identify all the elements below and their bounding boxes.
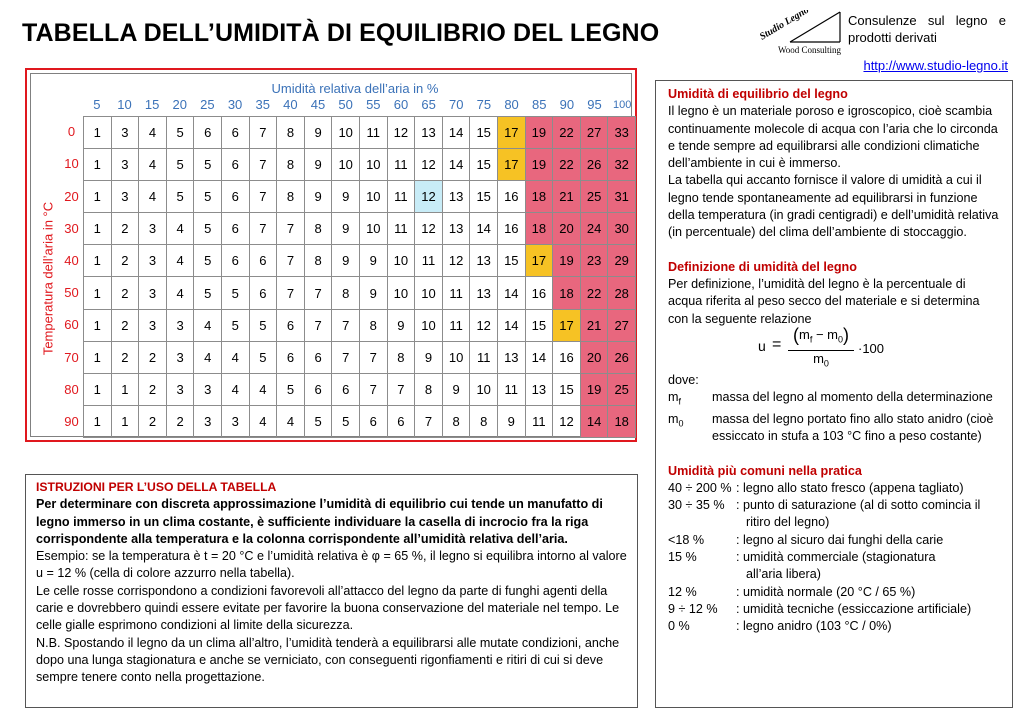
table-cell: 8	[277, 117, 305, 149]
table-cell: 8	[360, 310, 388, 342]
table-cell: 4	[167, 245, 195, 277]
column-header-30: 30	[227, 97, 243, 112]
info-panel	[655, 80, 1013, 708]
table-cell: 5	[194, 277, 222, 309]
formula-multiplier: ·100	[858, 340, 885, 356]
table-cell: 16	[498, 181, 526, 213]
table-cell: 1	[84, 149, 112, 181]
table-cell: 13	[470, 245, 498, 277]
table-cell: 7	[250, 149, 278, 181]
table-cell: 33	[608, 117, 636, 149]
table-cell: 4	[222, 342, 250, 374]
table-cell: 15	[470, 149, 498, 181]
relative-humidity-header: Umidità relativa dell’aria in %	[271, 81, 439, 96]
table-cell: 6	[222, 181, 250, 213]
table-cell: 3	[139, 213, 167, 245]
table-cell: 20	[553, 213, 581, 245]
table-cell: 29	[608, 245, 636, 277]
table-cell: 14	[498, 277, 526, 309]
table-cell: 4	[250, 374, 278, 406]
info-heading-definition: Definizione di umidità del legno	[668, 259, 857, 274]
table-cell: 14	[498, 310, 526, 342]
column-header-50: 50	[338, 97, 353, 112]
table-cell: 9	[498, 406, 526, 438]
table-cell: 19	[553, 245, 581, 277]
table-cell: 26	[608, 342, 636, 374]
definition-mf: $m_f$ massa del legno al momento della determinazione	[668, 390, 993, 407]
table-cell: 30	[608, 213, 636, 245]
common-value-item: 0 % : legno anidro (103 °C / 0%)	[668, 619, 892, 634]
table-cell: 10	[388, 245, 416, 277]
table-cell: 12	[553, 406, 581, 438]
table-cell: 2	[167, 406, 195, 438]
studio-legno-logo	[760, 10, 844, 58]
company-tagline: Consulenze sul legno e prodotti derivati	[848, 13, 1006, 45]
common-values-list	[668, 480, 1002, 636]
table-cell: 15	[470, 117, 498, 149]
table-cell: 9	[332, 181, 360, 213]
table-cell: 13	[443, 213, 471, 245]
table-cell: 11	[470, 342, 498, 374]
table-cell: 7	[250, 117, 278, 149]
table-cell: 6	[194, 117, 222, 149]
table-cell: 3	[112, 149, 140, 181]
table-cell: 10	[415, 310, 443, 342]
table-cell: 14	[470, 213, 498, 245]
table-cell: 1	[84, 245, 112, 277]
table-cell: 20	[581, 342, 609, 374]
table-cell: 7	[332, 310, 360, 342]
table-cell: 17	[526, 245, 554, 277]
table-cell: 1	[84, 342, 112, 374]
table-cell: 7	[277, 277, 305, 309]
temperature-axis-label: Temperatura dell’aria in °C	[40, 201, 56, 356]
table-cell: 10	[332, 117, 360, 149]
instructions-colors: Le celle rosse corrispondono a condizioni favorevoli all’attacco del legno da parte di funghi agenti della carie e dovrebbero quindi essere evitate per favorire la buona conservazione del materiale nel tempo. Le celle gialle esprimono condizioni al limite della sicurezza.	[36, 583, 620, 633]
table-cell: 18	[553, 277, 581, 309]
table-cell: 18	[526, 181, 554, 213]
instructions-heading: ISTRUZIONI PER L’USO DELLA TABELLA	[36, 480, 277, 494]
instructions-example: Esempio: se la temperatura è t = 20 °C e l’umidità relativa è φ = 65 %, il legno si equilibra intorno al valore u = 12 % (cella di colore azzurro nella tabella).	[36, 549, 627, 581]
table-cell: 10	[443, 342, 471, 374]
table-cell: 10	[388, 277, 416, 309]
table-cell: 3	[194, 406, 222, 438]
table-cell: 17	[498, 149, 526, 181]
table-cell: 4	[222, 374, 250, 406]
table-cell: 12	[388, 117, 416, 149]
table-cell: 3	[139, 277, 167, 309]
table-cell: 1	[84, 277, 112, 309]
table-cell: 10	[415, 277, 443, 309]
table-cell: 21	[581, 310, 609, 342]
table-cell: 22	[553, 149, 581, 181]
table-cell: 5	[167, 117, 195, 149]
table-cell: 5	[250, 310, 278, 342]
table-cell: 2	[112, 213, 140, 245]
table-cell: 7	[277, 245, 305, 277]
column-header-70: 70	[449, 97, 464, 112]
table-cell: 9	[305, 181, 333, 213]
table-cell: 26	[581, 149, 609, 181]
table-cell: 15	[470, 181, 498, 213]
table-cell: 14	[443, 117, 471, 149]
table-cell: 8	[332, 277, 360, 309]
table-cell: 5	[194, 181, 222, 213]
table-cell: 12	[415, 213, 443, 245]
table-cell: 2	[112, 342, 140, 374]
column-header-65: 65	[421, 97, 436, 112]
page-title: TABELLA DELL’UMIDITÀ DI EQUILIBRIO DEL LEGNO	[22, 19, 660, 47]
table-cell: 11	[443, 310, 471, 342]
table-cell: 6	[305, 342, 333, 374]
table-cell: 3	[167, 310, 195, 342]
table-cell: 6	[250, 277, 278, 309]
table-cell: 1	[84, 117, 112, 149]
table-cell: 5	[305, 406, 333, 438]
info-paragraph-2: La tabella qui accanto fornisce il valore di umidità a cui il legno tende spontaneamente ad equilibrarsi in funzione della temperatura (in gradi centigradi) e dell’umidità relativa (in percentuale) del clima dell’ambiente di stoccaggio.	[668, 173, 999, 240]
row-header-70: 70	[64, 349, 79, 365]
row-header-30: 30	[64, 220, 79, 236]
table-cell: 19	[526, 117, 554, 149]
table-cell: 10	[360, 181, 388, 213]
table-cell: 6	[277, 310, 305, 342]
column-header-5: 5	[93, 97, 101, 112]
table-cell: 5	[194, 149, 222, 181]
table-cell: 12	[415, 181, 443, 213]
table-cell: 3	[167, 374, 195, 406]
column-header-95: 95	[587, 97, 602, 112]
table-cell: 21	[553, 181, 581, 213]
table-cell: 25	[608, 374, 636, 406]
table-cell: 8	[443, 406, 471, 438]
equilibrium-table	[25, 68, 637, 442]
table-cell: 5	[332, 406, 360, 438]
table-cell: 6	[222, 149, 250, 181]
table-cell: 6	[305, 374, 333, 406]
column-header-10: 10	[117, 97, 132, 112]
table-cell: 6	[332, 374, 360, 406]
table-cell: 3	[167, 342, 195, 374]
table-cell: 6	[388, 406, 416, 438]
table-cell: 9	[415, 342, 443, 374]
table-cell: 11	[360, 117, 388, 149]
column-header-25: 25	[200, 97, 215, 112]
formula-equals: =	[772, 335, 782, 353]
column-header-40: 40	[283, 97, 298, 112]
table-cell: 32	[608, 149, 636, 181]
table-cell: 4	[139, 181, 167, 213]
table-cell: 5	[277, 374, 305, 406]
table-cell: 7	[332, 342, 360, 374]
formula-numerator: $(m_f - m_0)$	[788, 326, 854, 351]
table-cell: 16	[526, 277, 554, 309]
table-cell: 22	[581, 277, 609, 309]
table-cell: 4	[194, 310, 222, 342]
table-cell: 7	[250, 181, 278, 213]
table-cell: 3	[139, 245, 167, 277]
table-cell: 11	[443, 277, 471, 309]
column-header-100: 100	[612, 99, 632, 111]
table-cell: 6	[250, 245, 278, 277]
table-cell: 5	[167, 149, 195, 181]
table-cell: 9	[332, 213, 360, 245]
table-cell: 14	[443, 149, 471, 181]
table-cell: 15	[553, 374, 581, 406]
table-cell: 8	[277, 149, 305, 181]
table-cell: 16	[553, 342, 581, 374]
table-cell: 3	[112, 117, 140, 149]
table-cell: 18	[608, 406, 636, 438]
table-cell: 13	[470, 277, 498, 309]
table-cell: 18	[526, 213, 554, 245]
info-heading-common: Umidità più comuni nella pratica	[668, 463, 862, 478]
instructions-bold-text: Per determinare con discreta approssimazione l’umidità di equilibrio cui tende un manufatto di legno immerso in un clima costante, è sufficiente individuare la casella di incrocio fra la riga corrispondente alla temperatura e la colonna corrispondente all’umidità relativa dell’aria.	[36, 497, 603, 546]
table-cell: 13	[415, 117, 443, 149]
table-cell: 6	[222, 117, 250, 149]
table-cell: 9	[305, 117, 333, 149]
table-cell: 11	[388, 213, 416, 245]
table-cell: 22	[553, 117, 581, 149]
table-cell: 19	[526, 149, 554, 181]
table-cell: 13	[443, 181, 471, 213]
common-value-item: 30 ÷ 35 % : punto di saturazione (al di sotto comincia il ritiro del legno)	[668, 498, 981, 530]
logo-graphic	[760, 10, 844, 58]
row-header-80: 80	[64, 381, 79, 397]
table-cell: 9	[388, 310, 416, 342]
table-cell: 8	[277, 181, 305, 213]
table-cell: 2	[139, 374, 167, 406]
column-header-55: 55	[366, 97, 381, 112]
column-header-35: 35	[255, 97, 270, 112]
table-cell: 5	[222, 277, 250, 309]
column-header-20: 20	[172, 97, 187, 112]
table-cell: 17	[553, 310, 581, 342]
table-cell: 9	[332, 245, 360, 277]
table-cell: 2	[112, 245, 140, 277]
info-paragraph-1: Il legno è un materiale poroso e igroscopico, cioè scambia continuamente molecole di acqua con l’aria che lo circonda e tende sempre ad equilibrarsi alle condizioni climatiche dell’ambiente in cui è immerso.	[668, 104, 998, 171]
table-cell: 4	[277, 406, 305, 438]
table-cell: 25	[581, 181, 609, 213]
table-cell: 5	[194, 213, 222, 245]
table-cell: 2	[112, 277, 140, 309]
table-cell: 6	[222, 245, 250, 277]
table-cell: 1	[112, 374, 140, 406]
column-header-45: 45	[310, 97, 326, 112]
row-header-0: 0	[67, 124, 76, 140]
table-cell: 7	[277, 213, 305, 245]
table-cell: 14	[581, 406, 609, 438]
table-cell: 12	[443, 245, 471, 277]
logo-line1: Studio Legno	[760, 10, 811, 43]
formula-lhs: u	[758, 337, 766, 354]
table-cell: 5	[222, 310, 250, 342]
column-header-80: 80	[504, 97, 519, 112]
table-cell: 4	[139, 117, 167, 149]
table-cell: 2	[112, 310, 140, 342]
column-header-75: 75	[476, 97, 492, 112]
website-link[interactable]: http://www.studio-legno.it	[863, 58, 1008, 73]
common-value-item: 15 % : umidità commerciale (stagionatura all’aria libera)	[668, 550, 936, 582]
info-heading-equilibrium: Umidità di equilibrio del legno	[668, 87, 848, 101]
table-cell: 5	[250, 342, 278, 374]
table-cell: 10	[332, 149, 360, 181]
instructions-box	[25, 474, 638, 708]
common-value-item: 12 % : umidità normale (20 °C / 65 %)	[668, 584, 916, 599]
table-cell: 1	[84, 406, 112, 438]
value-grid	[83, 116, 636, 438]
table-cell: 1	[112, 406, 140, 438]
table-cell: 13	[498, 342, 526, 374]
table-cell: 27	[608, 310, 636, 342]
table-cell: 5	[167, 181, 195, 213]
table-cell: 8	[305, 245, 333, 277]
common-value-item: <18 % : legno al sicuro dai funghi della carie	[668, 532, 944, 547]
column-header-90: 90	[559, 97, 575, 112]
table-cell: 7	[360, 342, 388, 374]
row-header-50: 50	[64, 285, 79, 301]
table-cell: 9	[360, 245, 388, 277]
row-header-90: 90	[64, 413, 79, 429]
table-cell: 7	[305, 277, 333, 309]
table-cell: 11	[388, 149, 416, 181]
table-cell: 8	[415, 374, 443, 406]
table-cell: 28	[608, 277, 636, 309]
table-cell: 10	[360, 213, 388, 245]
table-cell: 7	[415, 406, 443, 438]
table-cell: 3	[112, 181, 140, 213]
column-header-15: 15	[144, 97, 160, 112]
table-cell: 2	[139, 342, 167, 374]
table-cell: 11	[415, 245, 443, 277]
column-header-85: 85	[531, 97, 547, 112]
table-cell: 16	[498, 213, 526, 245]
common-value-item: 40 ÷ 200 % : legno allo stato fresco (appena tagliato)	[668, 480, 964, 495]
table-cell: 11	[498, 374, 526, 406]
table-cell: 15	[526, 310, 554, 342]
table-cell: 12	[470, 310, 498, 342]
table-cell: 9	[360, 277, 388, 309]
info-paragraph-3: Per definizione, l’umidità del legno è la percentuale di acqua riferita al peso secco del materiale e si determina con la seguente relazione	[668, 276, 980, 326]
table-cell: 8	[388, 342, 416, 374]
row-header-20: 20	[64, 188, 79, 204]
row-header-10: 10	[64, 156, 79, 172]
table-cell: 12	[415, 149, 443, 181]
table-cell: 3	[194, 374, 222, 406]
table-cell: 1	[84, 374, 112, 406]
table-cell: 31	[608, 181, 636, 213]
table-cell: 7	[250, 213, 278, 245]
table-cell: 4	[194, 342, 222, 374]
table-cell: 1	[84, 181, 112, 213]
table-cell: 1	[84, 213, 112, 245]
formula-denominator: $m_0$	[813, 350, 829, 369]
table-cell: 23	[581, 245, 609, 277]
table-cell: 6	[222, 213, 250, 245]
instructions-nb: N.B. Spostando il legno da un clima all’altro, l’umidità tenderà a equilibrarsi alle mutate condizioni, anche dopo una lunga stagionatura e anche se verniciato, con conseguenti rigonfiamenti e ritiri di cui si deve sempre tenere conto nella progettazione.	[36, 635, 620, 685]
table-cell: 24	[581, 213, 609, 245]
table-cell: 10	[360, 149, 388, 181]
table-cell: 15	[498, 245, 526, 277]
logo-line2: Wood Consulting	[778, 45, 842, 55]
table-cell: 1	[84, 310, 112, 342]
table-cell: 3	[222, 406, 250, 438]
table-inner-frame	[30, 73, 632, 437]
table-cell: 19	[581, 374, 609, 406]
table-cell: 5	[194, 245, 222, 277]
table-cell: 3	[139, 310, 167, 342]
common-value-item: 9 ÷ 12 % : umidità tecniche (essiccazione artificiale)	[668, 601, 972, 616]
table-cell: 11	[526, 406, 554, 438]
table-cell: 7	[360, 374, 388, 406]
table-cell: 13	[526, 374, 554, 406]
table-cell: 4	[167, 213, 195, 245]
table-cell: 11	[388, 181, 416, 213]
table-cell: 8	[470, 406, 498, 438]
table-cell: 4	[139, 149, 167, 181]
moisture-formula	[668, 324, 1002, 372]
where-label: dove:	[668, 372, 699, 387]
table-cell: 7	[388, 374, 416, 406]
table-cell: 10	[470, 374, 498, 406]
table-cell: 8	[305, 213, 333, 245]
table-cell: 9	[305, 149, 333, 181]
table-cell: 27	[581, 117, 609, 149]
table-cell: 9	[443, 374, 471, 406]
table-cell: 4	[167, 277, 195, 309]
table-cell: 17	[498, 117, 526, 149]
table-cell: 7	[305, 310, 333, 342]
table-cell: 4	[250, 406, 278, 438]
row-header-60: 60	[64, 317, 79, 333]
table-cell: 14	[526, 342, 554, 374]
row-header-40: 40	[64, 252, 79, 268]
table-cell: 6	[277, 342, 305, 374]
definition-m0: $m_0$ massa del legno portato fino allo stato anidro (cioè essiccato in stufa a 103 °C fino a peso costante)	[668, 411, 994, 444]
column-header-60: 60	[393, 97, 409, 112]
table-cell: 6	[360, 406, 388, 438]
table-cell: 2	[139, 406, 167, 438]
